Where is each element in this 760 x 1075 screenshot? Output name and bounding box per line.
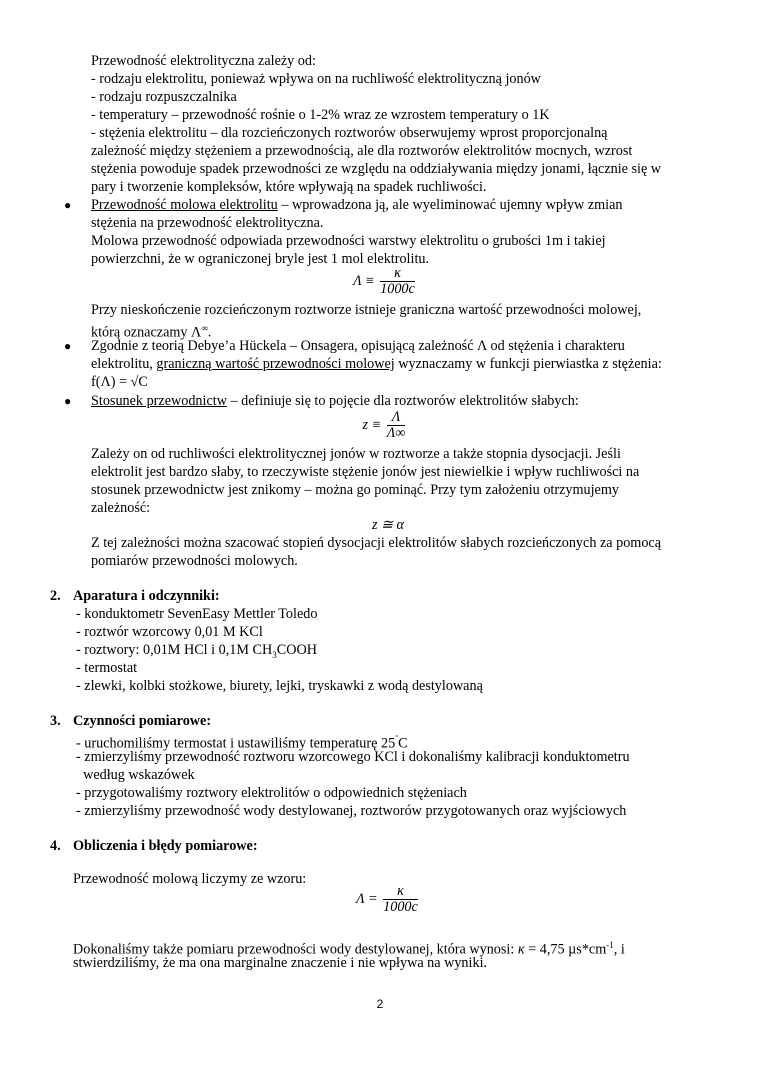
section-number: 2.: [50, 588, 61, 604]
text-span: wyznaczamy w funkcji pierwiastka z stężenia:: [394, 356, 662, 372]
text-span: COOH: [276, 642, 317, 658]
text-span: - roztwory: 0,01M HCl i 0,1M CH: [76, 642, 273, 658]
text-span: , i: [613, 941, 625, 958]
eq-numerator: κ: [383, 884, 418, 900]
bullet-line: elektrolit jest bardzo słaby, to rzeczywiste stężenie jonów jest niewielkie i wpływ ruchliwości na: [91, 464, 640, 480]
bullet-icon: ●: [64, 198, 72, 212]
list-item: - termostat: [76, 660, 138, 676]
list-item: - zlewki, kolbki stożkowe, biurety, lejki, tryskawki z wodą destylowaną: [76, 678, 483, 694]
text-span: .: [207, 324, 212, 341]
formula-sqrt: f(Λ) = √C: [91, 374, 148, 390]
kappa-symbol: κ: [517, 941, 525, 958]
section-title: Aparatura i odczynniki:: [73, 588, 220, 604]
intro-line: pary i tworzenie kompleksów, które wpływają na spadek ruchliwości.: [91, 179, 487, 195]
bullet-line: Z tej zależności można szacować stopień dysocjacji elektrolitów słabych rozcieńczonych za pomocą: [91, 535, 662, 551]
eq-numerator: Λ: [387, 410, 406, 426]
eq-lhs: Λ ≡: [353, 272, 375, 289]
superscript: -1: [606, 940, 614, 950]
bullet-line: [91, 197, 623, 214]
list-item: według wskazówek: [76, 767, 195, 783]
intro-line: - rodzaju elektrolitu, ponieważ wpływa on na ruchliwość elektrolityczną jonów: [91, 71, 541, 87]
section-title: Czynności pomiarowe:: [73, 713, 212, 729]
intro-line: stężenia powoduje spadek przewodności ze względu na oddziaływania między jonami, łącznie się w: [91, 161, 662, 177]
eq-numerator: κ: [380, 266, 415, 282]
section-number: 3.: [50, 713, 61, 729]
page-number: 2: [376, 997, 384, 1011]
eq-denominator: 1000c: [380, 281, 415, 297]
underlined-term: graniczną wartość przewodności molowej: [156, 356, 395, 372]
superscript: ∞: [201, 323, 208, 333]
bullet-line: zależność:: [91, 500, 151, 516]
fraction: [387, 410, 406, 441]
term-molar-conductivity: Przewodność molowa elektrolitu: [91, 197, 278, 213]
bullet-line: stężenia na przewodność elektrolityczna.: [91, 215, 324, 231]
bullet-line: Zależy on od ruchliwości elektrolitycznej jonów w roztworze a także stopnia dysocjacji. Jeśli: [91, 446, 621, 462]
text-span: - uruchomiliśmy termostat i ustawiliśmy temperaturę 25: [76, 735, 396, 752]
fraction: [380, 266, 415, 297]
bullet-line: [91, 356, 662, 373]
intro-line: - stężenia elektrolitu – dla rozcieńczonych roztworów obserwujemy wprost proporcjonalną: [91, 125, 608, 141]
equation-alpha: z ≅ α: [372, 517, 404, 533]
section-title: Obliczenia i błędy pomiarowe:: [73, 838, 258, 854]
eq-denominator: 1000c: [383, 899, 418, 915]
text-span: – definiuje się to pojęcie dla roztworów elektrolitów słabych:: [226, 393, 579, 409]
term-conductivity-ratio: Stosunek przewodnictw: [91, 393, 227, 409]
text-span: C: [398, 735, 408, 752]
text-span: = 4,75 µs*cm: [524, 941, 607, 958]
text-span: elektrolitu,: [91, 356, 157, 372]
intro-line: - rodzaju rozpuszczalnika: [91, 89, 237, 105]
bullet-icon: ●: [64, 394, 72, 408]
list-item: - zmierzyliśmy przewodność wody destylowanej, roztworów przygotowanych oraz wyjściowych: [76, 803, 627, 819]
bullet-line: powierzchni, że w ograniczonej bryle jest 1 mol elektrolitu.: [91, 251, 430, 267]
bullet-icon: ●: [64, 339, 72, 353]
eq-denominator: Λ∞: [386, 425, 406, 441]
equation-molar-calc: [16, 884, 760, 915]
bullet-line: Przy nieskończenie rozcieńczonym roztworze istnieje graniczna wartość przewodności molowej,: [91, 302, 642, 318]
equation-molar: [10, 266, 760, 297]
superscript: ˚: [395, 734, 399, 744]
paragraph-line: stwierdziliśmy, że ma ona marginalne znaczenie i nie wpływa na wyniki.: [73, 955, 488, 971]
bullet-line: stosunek przewodnictw jest znikomy – można go pominąć. Przy tym założeniu otrzymujemy: [91, 482, 619, 498]
subscript: 3: [272, 649, 277, 660]
text-span: – wprowadzona ją, ale wyeliminować ujemny wpływ zmian: [277, 197, 623, 213]
section-number: 4.: [50, 838, 61, 854]
bullet-line: Molowa przewodność odpowiada przewodności warstwy elektrolitu o grubości 1m i takiej: [91, 233, 606, 249]
list-item: - konduktometr SevenEasy Mettler Toledo: [76, 606, 318, 622]
list-item: - zmierzyliśmy przewodność roztworu wzorcowego KCl i dokonaliśmy kalibracji konduktometru: [76, 749, 630, 765]
intro-line: zależność między stężeniem a przewodnością, ale dla roztworów elektrolitów mocnych, wzrost: [91, 143, 633, 159]
intro-line: Przewodność elektrolityczna zależy od:: [91, 53, 316, 69]
list-item: - roztwór wzorcowy 0,01 M KCl: [76, 624, 263, 640]
paragraph-line: Przewodność molową liczymy ze wzoru:: [73, 871, 307, 887]
eq-lhs: Λ =: [356, 890, 378, 907]
fraction: [383, 884, 418, 915]
bullet-line: [91, 393, 579, 410]
bullet-line: pomiarów przewodności molowych.: [91, 553, 298, 569]
bullet-line: Zgodnie z teorią Debye’a Hückela – Onsagera, opisującą zależność Λ od stężenia i charakteru: [91, 338, 625, 354]
text-span: Dokonaliśmy także pomiaru przewodności wody destylowanej, która wynosi:: [73, 941, 518, 958]
eq-lhs: z ≡: [362, 416, 382, 433]
equation-ratio: [10, 410, 760, 441]
text-span: którą oznaczamy Λ: [91, 324, 202, 341]
list-item: - przygotowaliśmy roztwory elektrolitów o odpowiednich stężeniach: [76, 785, 467, 801]
intro-line: - temperatury – przewodność rośnie o 1-2% wraz ze wzrostem temperatury o 1K: [91, 107, 550, 123]
